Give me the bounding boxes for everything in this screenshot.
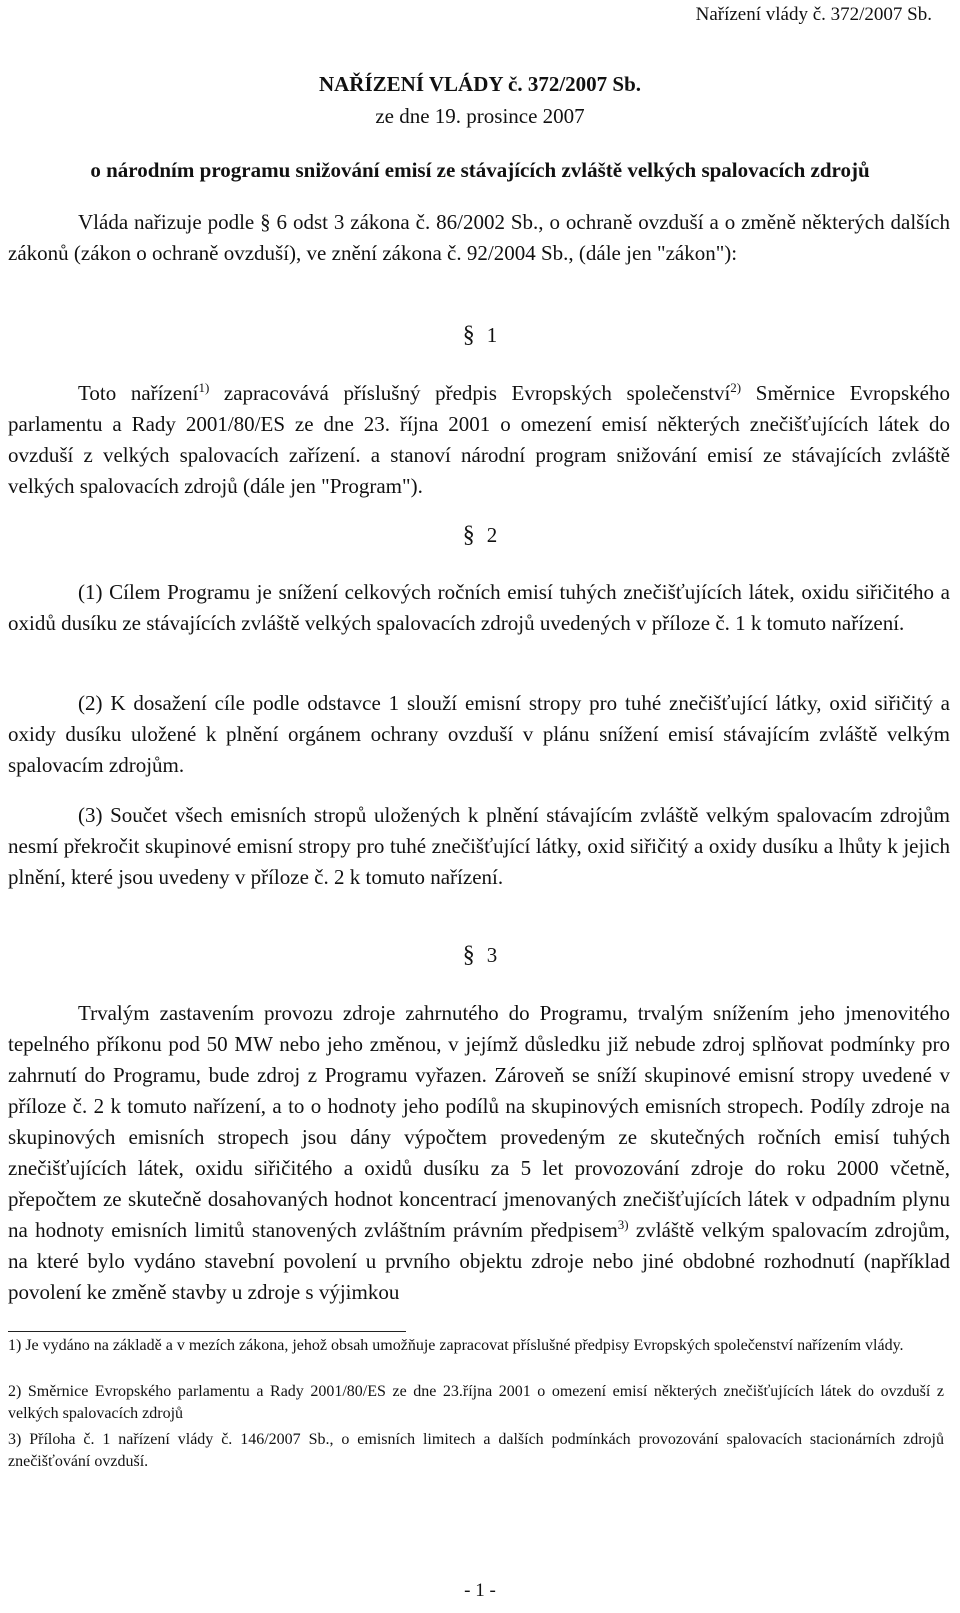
- section-3-text: [8, 998, 950, 1308]
- section-heading-3: [0, 942, 960, 969]
- section-2-paragraph-3: (3) Součet všech emisních stropů uložených k plnění stávajícím zvláště velkým spalovacím zdrojům nesmí překročit skupinové emisní stropy pro tuhé znečišťující látky, oxid siřičitý a oxidy dusíku a lhůty k jejich plnění, které jsou uvedeny v příloze č. 2 k tomuto nařízení.: [8, 803, 950, 889]
- section-heading-1: [0, 322, 960, 349]
- section-heading-2: [0, 522, 960, 549]
- page-number: - 1 -: [464, 1580, 496, 1601]
- section-3-text-part: zvláště velkým spalovacím zdrojům, na které bylo vydáno stavební povolení u prvního objektu zdroje nebo jiné obdobné rozhodnutí (například povolení ke změně stavby u zdroje s výjimkou: [8, 1218, 950, 1304]
- footnote-ref-3[interactable]: 3): [617, 1217, 629, 1232]
- document-date: ze dne 19. prosince 2007: [375, 104, 585, 128]
- footnote-divider: [8, 1331, 406, 1332]
- section-1-text-part: zapracovává příslušný předpis Evropských společenství: [209, 381, 731, 405]
- section-number: 1: [486, 323, 498, 347]
- footnote-2: 2) Směrnice Evropského parlamentu a Rady 2001/80/ES ze dne 23.října 2001 o omezení emisí některých znečišťujících látek do ovzduší z velkých spalovacích zdrojů: [8, 1383, 944, 1422]
- section-number: 2: [486, 523, 498, 547]
- footnote-ref-1[interactable]: 1): [198, 380, 210, 395]
- footnote-3: 3) Příloha č. 1 nařízení vlády č. 146/2007 Sb., o emisních limitech a dalších podmínkách provozování spalovacích stacionárních zdrojů znečišťování ovzduší.: [8, 1431, 944, 1470]
- section-1-text-part: Toto nařízení: [78, 381, 199, 405]
- section-1-text-part: Směrnice Evropského parlamentu a Rady 2001/80/ES ze dne 23. října 2001 o omezení emisí některých znečišťujících látek do ovzduší z velkých spalovacích zařízení. a stanoví národní program snižování emisí ze stávajících zvláště velkých spalovacích zdrojů (dále jen "Program").: [8, 381, 951, 498]
- document-title: NAŘÍZENÍ VLÁDY č. 372/2007 Sb.: [318, 72, 642, 96]
- running-header: Nařízení vlády č. 372/2007 Sb.: [695, 4, 932, 25]
- section-symbol: §: [462, 522, 475, 548]
- section-number: 3: [486, 943, 498, 967]
- section-1-text: [8, 378, 950, 502]
- document-subject: o národním programu snižování emisí ze stávajících zvláště velkých spalovacích zdrojů: [90, 158, 870, 182]
- footnote-ref-2[interactable]: 2): [730, 380, 742, 395]
- section-2-paragraph-1: (1) Cílem Programu je snížení celkových ročních emisí tuhých znečišťujících látek, oxidu siřičitého a oxidů dusíku ze stávajících zvláště velkých spalovacích zdrojů uvedených v příloze č. 1 k tomuto nařízení.: [8, 580, 950, 635]
- footnote-1: 1) Je vydáno na základě a v mezích zákona, jehož obsah umožňuje zapracovat příslušné předpisy Evropských společenství nařízením vlády.: [8, 1337, 904, 1354]
- section-symbol: §: [462, 942, 475, 968]
- section-3-text-part: Trvalým zastavením provozu zdroje zahrnutého do Programu, trvalým snížením jeho jmenovitého tepelného příkonu pod 50 MW nebo jeho změnou, v jejímž důsledku již nebude zdroj splňovat podmínky pro zahrnutí do Programu, bude zdroj z Programu vyřazen. Zároveň se sníží skupinové emisní stropy uvedené v příloze č. 2 k tomuto nařízení, a to o hodnoty jeho podílů na skupinových emisních stropech. Podíly zdroje na skupinových emisních stropech jsou dány výpočtem provedeným ze skutečných ročních emisí tuhých znečišťujících látek, oxidu siřičitého a oxidů dusíku za 5 let provozování zdroje do roku 2000 včetně, přepočtem ze skutečně dosahovaných hodnot koncentrací jmenovaných znečišťujících látek v odpadním plynu na hodnoty emisních limitů stanovených zvláštním právním předpisem: [8, 1001, 950, 1242]
- preamble: Vláda nařizuje podle § 6 odst 3 zákona č. 86/2002 Sb., o ochraně ovzduší a o změně některých dalších zákonů (zákon o ochraně ovzduší), ve znění zákona č. 92/2004 Sb., (dále jen "zákon"):: [8, 210, 950, 265]
- section-2-paragraph-2: (2) K dosažení cíle podle odstavce 1 slouží emisní stropy pro tuhé znečišťující látky, oxid siřičitý a oxidy dusíku uložené k plnění orgánem ochrany ovzduší v plánu snížení emisí stávajícím zvláště velkým spalovacím zdrojům.: [8, 691, 950, 777]
- section-symbol: §: [462, 322, 475, 348]
